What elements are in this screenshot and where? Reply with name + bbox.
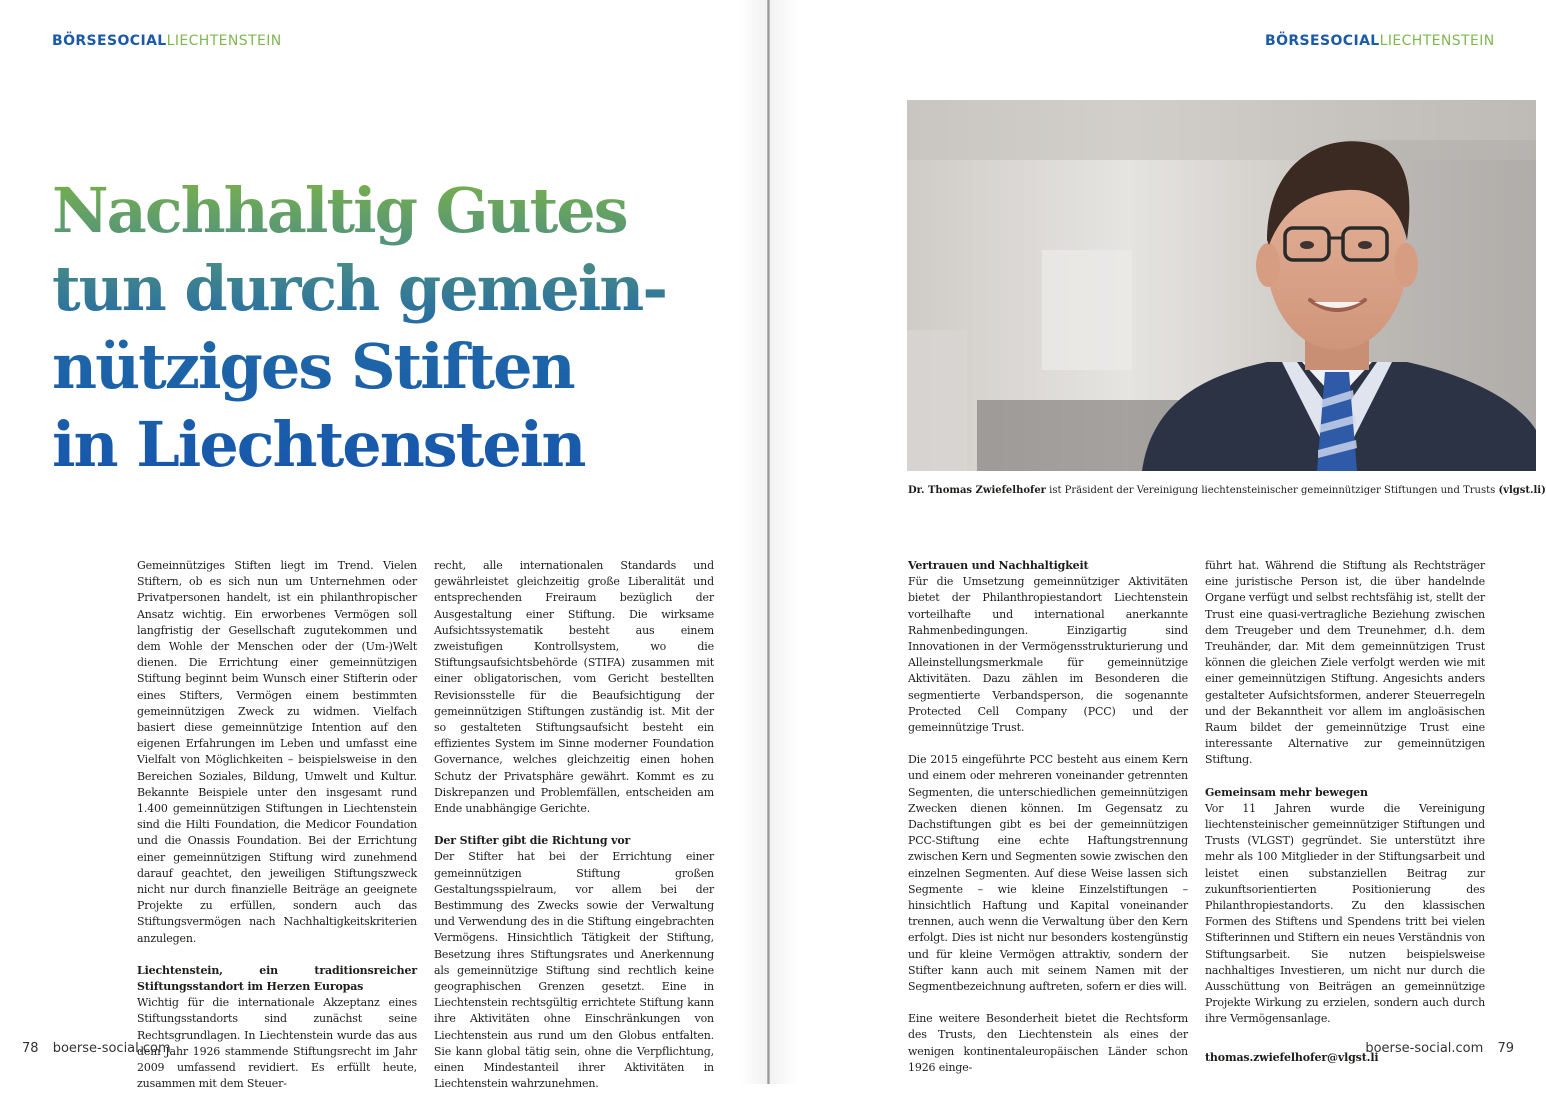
masthead-region: LIECHTENSTEIN bbox=[166, 33, 282, 49]
footer-site: boerse-social.com bbox=[1365, 1041, 1484, 1056]
body-paragraph: Eine weitere Besonderheit bietet die Rechtsform des Trusts, den Liechtenstein als eines der wenigen kontinentaleuropäischen Länder schon 1926 einge- bbox=[908, 1012, 1188, 1074]
article-headline bbox=[52, 172, 752, 484]
body-paragraph: Wichtig für die internationale Akzeptanz eines Stiftungsstandorts sind zunächst seine Rechtsgrundlagen. In Liechtenstein wurde das aus dem Jahr 1926 stammende Stiftungsrecht im Jahr 2009 umfassend revidiert. Es erfüllt heute, zusammen mit dem Steuer- bbox=[137, 996, 417, 1091]
body-paragraph: Der Stifter hat bei der Errichtung einer gemeinnützigen Stiftung großen Gestaltungsspielraum, vor allem bei der Bestimmung des Zwecks sowie der Verwaltung und Verwendung des in die Stiftung eingebrachten Vermögens. Hinsichtlich Tätigkeit der Stiftung, Besetzung ihres Stiftungsrates und Anerkennung als gemeinnützige Stiftung sind rechtlich keine geographischen Grenzen gesetzt. Eine in Liechtenstein rechtsgültig errichtete Stiftung kann ihre Aktivitäten ohne Einschränkungen von Liechtenstein aus rund um den Globus entfalten. Sie kann global tätig sein, ohne die Verpflichtung, einen Mindestanteil ihrer Aktivitäten in Liechtenstein wahrzunehmen. bbox=[434, 850, 714, 1091]
text-column-1 bbox=[137, 558, 417, 1093]
caption-name: Dr. Thomas Zwiefelhofer bbox=[908, 485, 1046, 496]
headline-line: Nachhaltig Gutes bbox=[52, 174, 627, 247]
caption-text: ist Präsident der Vereinigung liechtensteinischer gemeinnütziger Stiftungen und Trusts bbox=[1045, 485, 1499, 496]
headline-line: tun durch gemein- bbox=[52, 252, 667, 325]
masthead bbox=[1265, 33, 1495, 49]
photo-caption bbox=[908, 484, 1546, 498]
headline-line: nütziges Stiften bbox=[52, 330, 574, 403]
page-shadow bbox=[739, 0, 767, 1084]
subheading: Liechtenstein, ein traditionsreicher Stiftungsstandort im Herzen Europas bbox=[137, 963, 417, 994]
masthead bbox=[52, 33, 282, 49]
portrait-illustration bbox=[907, 100, 1536, 471]
body-paragraph: Vor 11 Jahren wurde die Vereinigung liechtensteinischer gemeinnütziger Stiftungen und Trusts (VLGST) gegründet. Sie unterstützt ihre mehr als 100 Mitglieder in der Stiftungsarbeit und leistet einen substanziellen Beitrag zur zukunftsorientierten Positionierung des Philanthropiestandorts. Zu den klassischen Formen des Stiftens und Spendens tritt bei vielen Stifterinnen und Stiftern ein neues Verständnis von Stiftungsarbeit. Sie nutzen beispielsweise nachhaltiges Investieren, um nicht nur durch die Ausschüttung von Beiträgen an gemeinnützige Projekte Wirkung zu erzielen, sondern auch durch ihre Vermögensanlage. bbox=[1205, 801, 1485, 1026]
subheading: Vertrauen und Nachhaltigkeit bbox=[908, 559, 1089, 572]
portrait-photo bbox=[907, 100, 1536, 471]
subheading: Gemeinsam mehr bewegen bbox=[1205, 785, 1368, 799]
masthead-region: LIECHTENSTEIN bbox=[1379, 33, 1495, 49]
text-column-2 bbox=[434, 558, 714, 1093]
masthead-brand: BÖRSESOCIAL bbox=[1265, 33, 1380, 49]
body-paragraph: Gemeinnütziges Stiften liegt im Trend. Vielen Stiftern, ob es sich nun um Unternehmen oder Privatpersonen handelt, ist ein philanthropischer Ansatz wichtig. Ein erworbenes Vermögen soll langfristig der Gesellschaft zugutekommen und dem Wohle der Menschen oder der (Um-)Welt dienen. Die Errichtung einer gemeinnützigen Stiftung beginnt beim Wunsch einer Stifterin oder eines Stifters, Vermögen einem bestimmten gemeinnützigen Zweck zu widmen. Vielfach basiert diese gemeinnützige Intention auf den eigenen Erfahrungen im Leben und umfasst eine Vielfalt von Möglichkeiten – beispielsweise in den Bereichen Soziales, Bildung, Umwelt und Kultur. Bekannte Beispiele unter den insgesamt rund 1.400 gemeinnützigen Stiftungen in Liechtenstein sind die Hilti Foundation, die Medicor Foundation und die Onassis Foundation. Bei der Errichtung einer gemeinnützigen Stiftung wird zunehmend darauf geachtet, den jeweiligen Stiftungszweck nicht nur durch finanzielle Beiträge an geeignete Projekte zu erfüllen, sondern auch das Stiftungsvermögen nach Nachhaltigkeitskriterien anzulegen. bbox=[137, 559, 417, 945]
text-column-4 bbox=[1205, 558, 1485, 1066]
body-paragraph: Für die Umsetzung gemeinnütziger Aktivitäten bietet der Philanthropiestandort Liechtenstein vorteilhafte und international anerkannte Rahmenbedingungen. Einzigartig sind Innovationen in der Vermögensstrukturierung und Alleinstellungsmerkmale für gemeinnützige Aktivitäten. Dazu zählen im Besonderen die segmentierte Verbandsperson, die sogenannte Protected Cell Company (PCC) und der gemeinnützige Trust. bbox=[908, 575, 1188, 735]
headline-line: in Liechtenstein bbox=[52, 408, 585, 481]
subheading: Der Stifter gibt die Richtung vor bbox=[434, 834, 631, 848]
left-page bbox=[0, 0, 767, 1091]
text-column-3 bbox=[908, 558, 1188, 1076]
footer-site: boerse-social.com bbox=[52, 1041, 171, 1056]
page-footer bbox=[12, 1041, 171, 1056]
author-email: thomas.zwiefelhofer@vlgst.li bbox=[1205, 1050, 1379, 1064]
body-paragraph: Die 2015 eingeführte PCC besteht aus einem Kern und einem oder mehreren voneinander getrennten Segmenten, die unterschiedlichen gemeinnützigen Zwecken dienen können. Im Gegensatz zu Dachstiftungen gibt es bei der gemeinnützigen PCC-Stiftung eine echte Haftungstrennung zwischen Kern und Segmenten sowie zwischen den einzelnen Segmenten. Auf diese Weise lassen sich Segmente – wie kleine Einzelstiftungen – hinsichtlich Haftung und Kapital voneinander trennen, auch wenn die Verwaltung über den Kern erfolgt. Dies ist nicht nur besonders kostengünstig und für kleine Vermögen attraktiv, sondern der Stifter kann auch mit seinem Namen mit der Segmentbezeichnung auftreten, sofern er dies will. bbox=[908, 753, 1188, 994]
caption-link: (vlgst.li) bbox=[1498, 485, 1546, 496]
page-number: 78 bbox=[22, 1041, 39, 1056]
page-shadow bbox=[770, 0, 798, 1084]
right-page bbox=[770, 0, 1546, 1084]
body-paragraph: recht, alle internationalen Standards und gewährleistet gleichzeitig große Liberalität und entsprechenden Freiraum bezüglich der Ausgestaltung einer Stiftung. Die wirksame Aufsichtssystematik besteht aus einem zweistufigen Kontrollsystem, wo die Stiftungsaufsichtsbehörde (STIFA) zusammen mit einer obligatorischen, vom Gericht bestellten Revisionsstelle für die Beaufsichtigung der gemeinnützigen Stiftungen zuständig ist. Mit der so gestalteten Stiftungsaufsicht besteht ein effizientes System im Sinne moderner Foundation Governance, welches gleichzeitig einen hohen Schutz der Privatsphäre gewährt. Kommt es zu Diskrepanzen und Problemfällen, entscheiden am Ende unabhängige Gerichte. bbox=[434, 559, 714, 816]
page-footer bbox=[1365, 1041, 1524, 1056]
page-number: 79 bbox=[1497, 1041, 1514, 1056]
masthead-brand: BÖRSESOCIAL bbox=[52, 33, 167, 49]
body-paragraph: führt hat. Während die Stiftung als Rechtsträger eine juristische Person ist, die über handelnde Organe verfügt und selbst rechtsfähig ist, stellt der Trust eine quasi-vertragliche Beziehung zwischen dem Treugeber und dem Treunehmer, d.h. dem Treuhänder, dar. Mit dem gemeinnützigen Trust können die gleichen Ziele verfolgt werden wie mit einer gemeinnützigen Stiftung. Angesichts anders gestalteter Aufsichtsformen, anderer Steuerregeln und der Bekanntheit vor allem im angloäsischen Raum bildet der gemeinnützige Trust eine interessante Alternative zur gemeinnützigen Stiftung. bbox=[1205, 559, 1485, 767]
